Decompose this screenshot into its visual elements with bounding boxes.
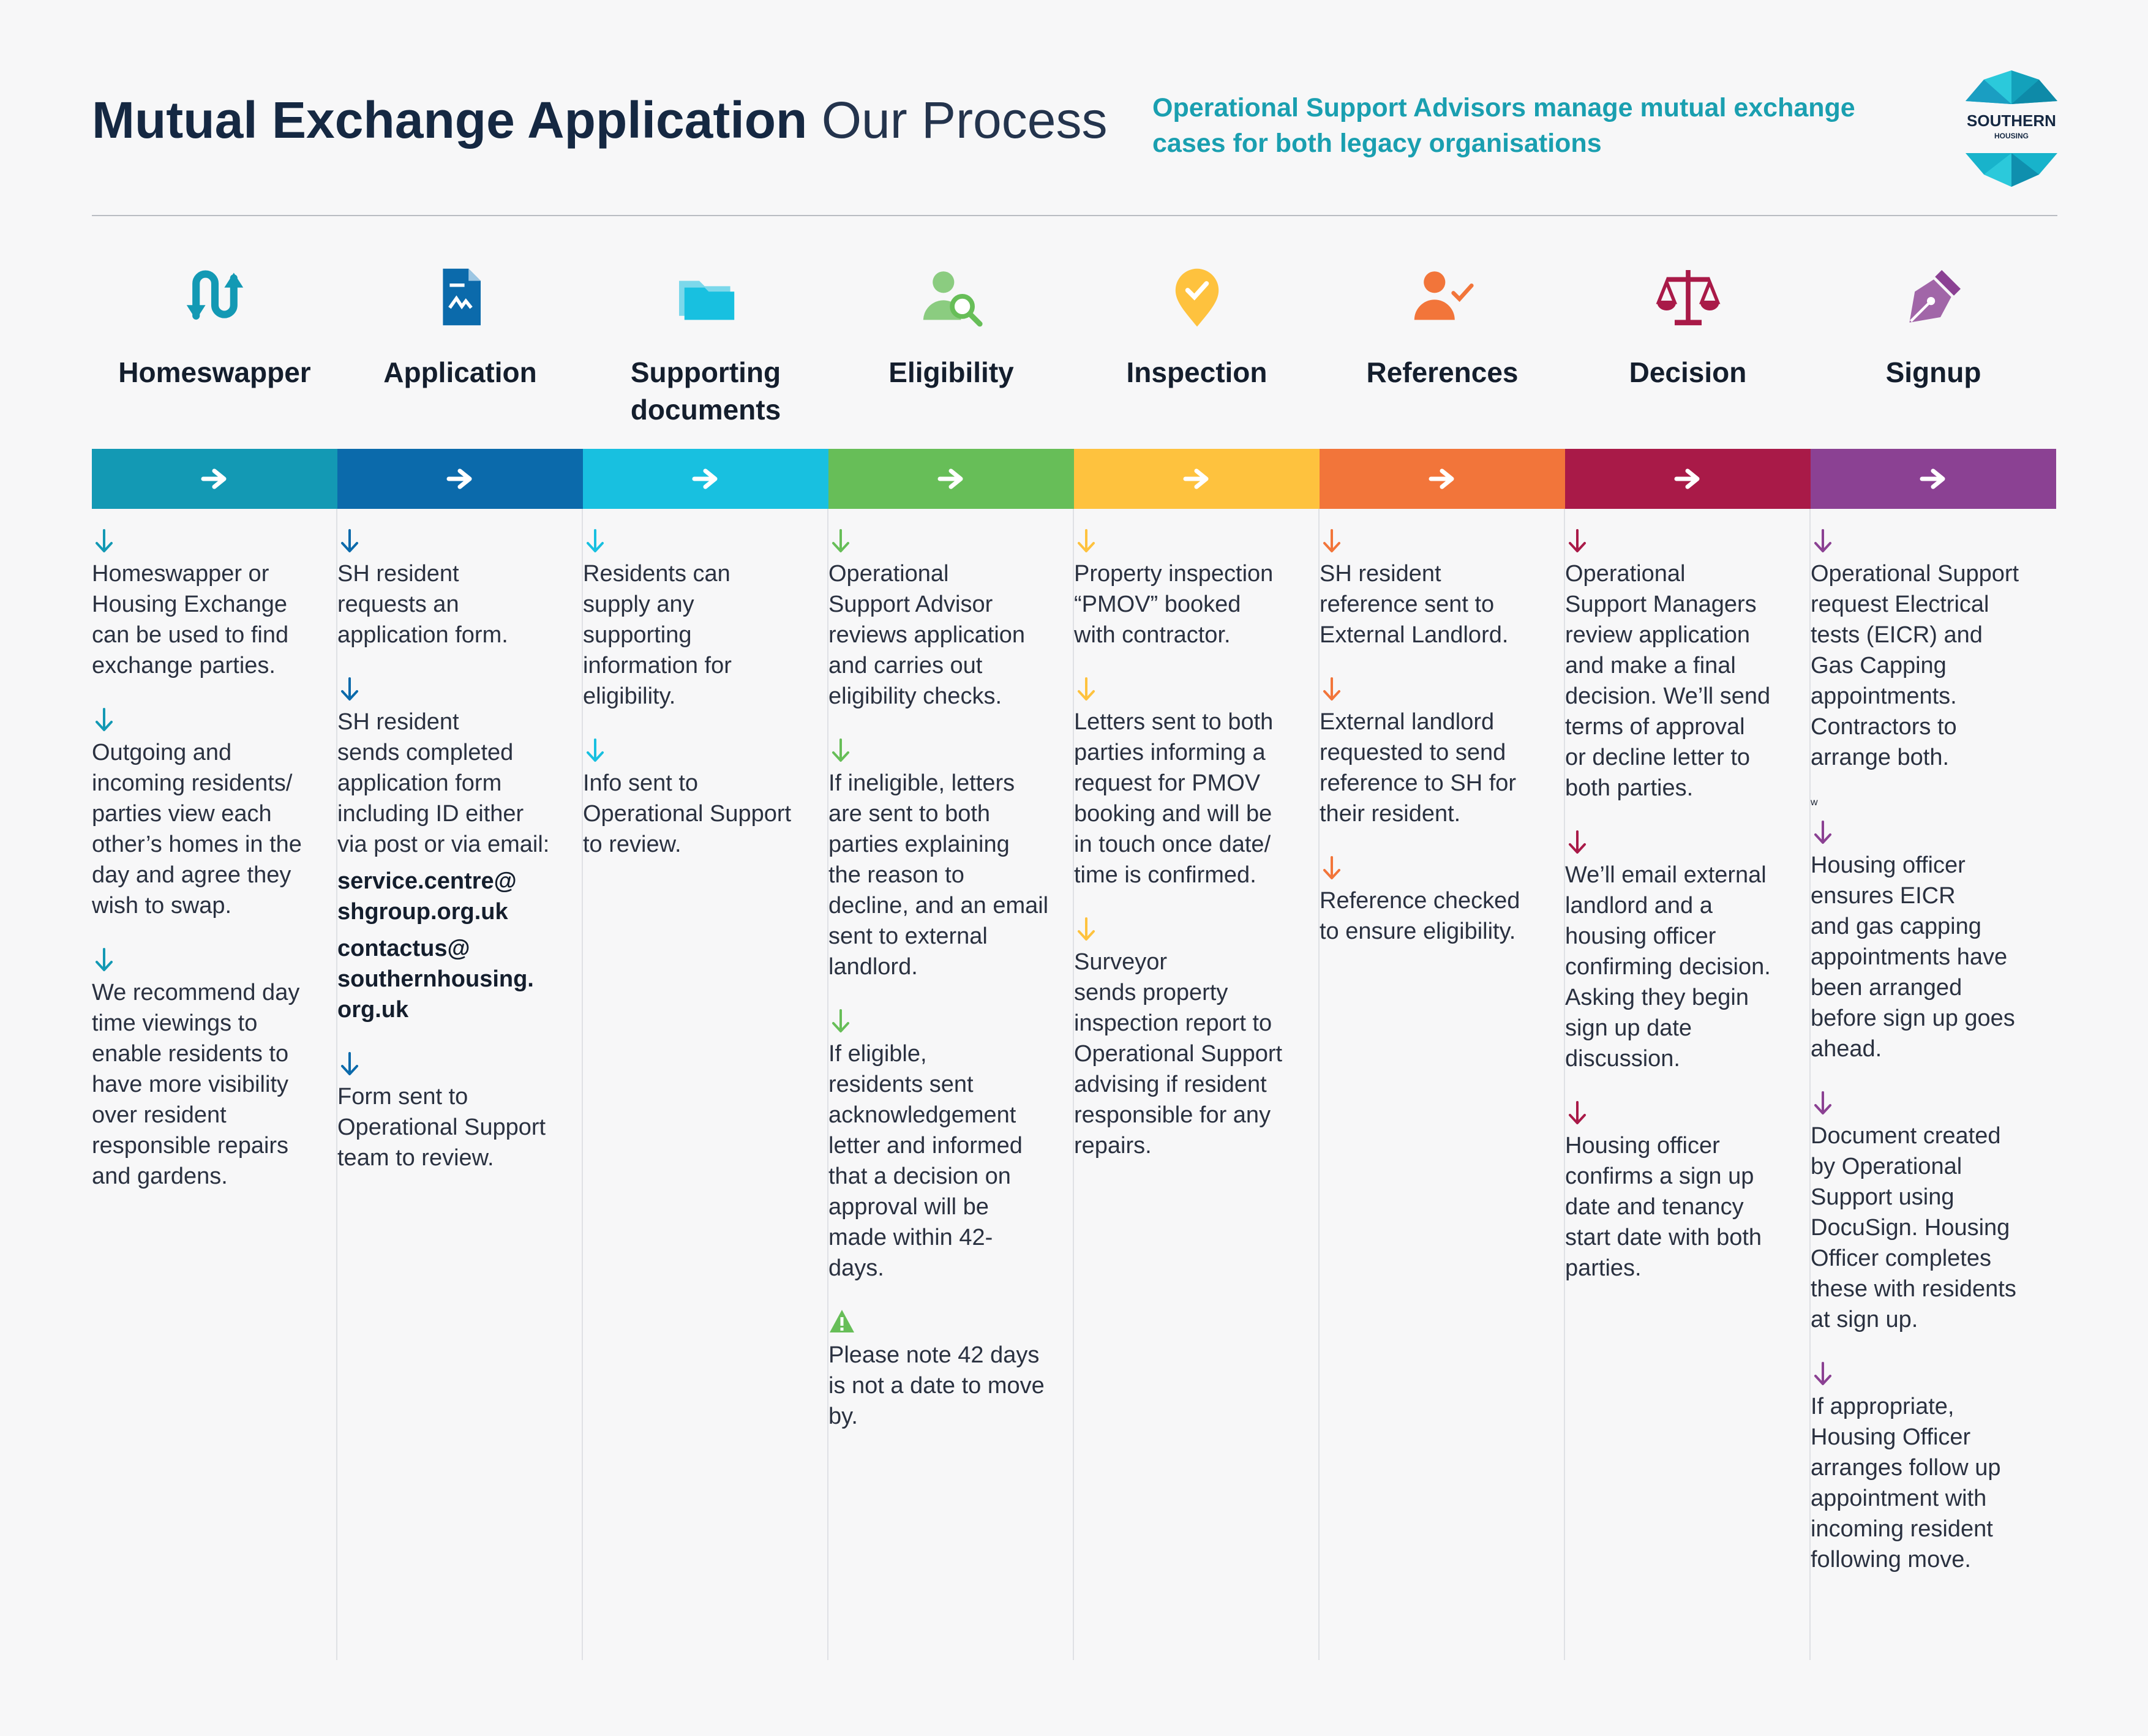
- user-search-icon: [918, 263, 985, 331]
- arrow-down-icon: [1320, 527, 1344, 556]
- logo-subtext: HOUSING: [1994, 132, 2029, 140]
- step-text: We recommend day time viewings to enable residents to have more visibility over resident responsible repairs and gardens.: [92, 980, 300, 1189]
- stage-bar-supporting-documents: [583, 449, 828, 509]
- swap-arrows-icon: [181, 263, 249, 331]
- step-text: Homeswapper or Housing Exchange can be used to find exchange parties.: [92, 561, 289, 678]
- arrow-right-icon: [201, 467, 229, 490]
- column-homeswapper: [92, 245, 337, 1659]
- folder-icon: [672, 263, 740, 331]
- arrow-down-icon: [583, 736, 607, 765]
- process-step: [583, 527, 820, 712]
- process-step: [1074, 915, 1311, 1161]
- arrow-down-icon: [1565, 828, 1590, 857]
- step-text: Outgoing and incoming residents/ parties view each other’s homes in the day and agree they wish to swap.: [92, 740, 302, 919]
- swap-arrows-icon: [181, 263, 249, 331]
- step-text: Operational Support Advisor reviews application and carries out eligibility checks.: [828, 561, 1026, 709]
- step-list: [1565, 527, 1802, 1308]
- document-icon: [427, 263, 494, 331]
- process-step: [92, 705, 329, 921]
- step-text: Reference checked to ensure eligibility.: [1320, 888, 1520, 944]
- arrow-down-icon: [1320, 854, 1344, 883]
- column-supporting-documents: [583, 245, 828, 1659]
- note-text: Please note 42 days is not a date to move by.: [828, 1342, 1045, 1429]
- process-step: [1811, 1359, 2048, 1575]
- step-list: [583, 527, 820, 884]
- step-list: [1320, 527, 1557, 971]
- step-text: External landlord requested to send reference to SH for their resident.: [1320, 709, 1517, 827]
- user-check-icon: [1409, 263, 1476, 331]
- southern-housing-logo: [1959, 67, 2064, 190]
- process-step: [1320, 854, 1557, 947]
- step-text: Surveyor sends property inspection report to Operational Support advising if resident responsible for any repairs.: [1074, 949, 1283, 1159]
- stage-bar-references: [1320, 449, 1565, 509]
- stage-bar-decision: [1565, 449, 1811, 509]
- subtitle: Operational Support Advisors manage mutual exchange cases for both legacy organisations: [1152, 93, 1855, 158]
- column-label: Decision: [1629, 356, 1747, 388]
- arrow-right-icon: [1674, 467, 1702, 490]
- arrow-down-icon: [583, 527, 607, 556]
- title-bold: Mutual Exchange Application: [92, 91, 808, 149]
- stage-bar-signup: [1811, 449, 2056, 509]
- arrow-down-icon: [92, 945, 116, 975]
- step-text: We’ll email external landlord and a housing officer confirming decision. Asking they begin sign up date discussion.: [1565, 862, 1771, 1072]
- pen-nib-icon: [1900, 263, 1967, 331]
- column-application: [337, 245, 583, 1659]
- folder-icon: [672, 263, 740, 331]
- process-step: [828, 1007, 1065, 1283]
- column-label: Supporting documents: [630, 356, 781, 426]
- email-address: service.centre@ shgroup.org.uk: [337, 868, 517, 925]
- arrow-down-icon: [828, 1007, 853, 1036]
- note-step: [828, 1308, 1065, 1432]
- step-text: Property inspection “PMOV” booked with contractor.: [1074, 561, 1274, 648]
- process-step: [92, 945, 329, 1192]
- process-step: [828, 527, 1065, 712]
- stray-character: w: [1811, 797, 1818, 808]
- arrow-down-icon: [92, 527, 116, 556]
- process-step: [1320, 675, 1557, 829]
- step-list: [828, 527, 1065, 1456]
- arrow-down-icon: [337, 1050, 362, 1079]
- warning-icon: [828, 1308, 855, 1335]
- arrow-right-icon: [937, 467, 966, 490]
- column-label: Application: [383, 356, 537, 388]
- arrow-down-icon: [337, 527, 362, 556]
- process-step: [583, 736, 820, 860]
- arrow-down-icon: [1811, 1089, 1835, 1118]
- arrow-down-icon: [828, 736, 853, 765]
- process-step: [1074, 675, 1311, 890]
- process-step: [1074, 527, 1311, 650]
- title-light: Our Process: [821, 91, 1108, 149]
- step-text: Form sent to Operational Support team to review.: [337, 1084, 546, 1171]
- email-address: contactus@ southernhousing. org.uk: [337, 936, 534, 1023]
- page-title: [92, 89, 1108, 151]
- arrow-down-icon: [337, 675, 362, 704]
- arrow-down-icon: [1811, 818, 1835, 847]
- location-check-icon: [1163, 263, 1231, 331]
- column-decision: [1565, 245, 1811, 1659]
- step-text: Operational Support request Electrical tests (EICR) and Gas Capping appointments. Contractors to arrange both.: [1811, 561, 2019, 770]
- arrow-right-icon: [1920, 467, 1948, 490]
- arrow-down-icon: [1074, 915, 1098, 944]
- step-list: [1074, 527, 1311, 1186]
- process-step: [828, 736, 1065, 982]
- arrow-down-icon: [1565, 527, 1590, 556]
- arrow-right-icon: [1183, 467, 1211, 490]
- header: [92, 86, 2057, 214]
- process-step: [337, 675, 574, 1025]
- arrow-down-icon: [828, 527, 853, 556]
- column-eligibility: [828, 245, 1074, 1659]
- process-step: [1565, 1099, 1802, 1283]
- process-step: [1320, 527, 1557, 650]
- logo-text: SOUTHERN: [1967, 111, 2056, 130]
- location-check-icon: [1163, 263, 1231, 331]
- step-text: Housing officer ensures EICR and gas capping appointments have been arranged before sign up goes ahead.: [1811, 852, 2015, 1062]
- step-text: Residents can supply any supporting information for eligibility.: [583, 561, 732, 709]
- pen-nib-icon: [1900, 263, 1967, 331]
- step-text: If ineligible, letters are sent to both parties explaining the reason to decline, and an email sent to external landlord.: [828, 770, 1049, 980]
- stage-bar-homeswapper: [92, 449, 337, 509]
- step-text: Document created by Operational Support using DocuSign. Housing Officer completes these with residents at sign up.: [1811, 1123, 2016, 1332]
- arrow-down-icon: [1320, 675, 1344, 704]
- column-references: [1320, 245, 1565, 1659]
- step-list: [1811, 527, 2048, 1599]
- process-step: [1811, 818, 2048, 1064]
- stage-bar-inspection: [1074, 449, 1320, 509]
- step-text: Letters sent to both parties informing a request for PMOV booking and will be in touch once date/ time is confirmed.: [1074, 709, 1274, 888]
- step-text: Housing officer confirms a sign up date and tenancy start date with both parties.: [1565, 1133, 1762, 1281]
- column-label: Inspection: [1126, 356, 1267, 388]
- stage-bar-application: [337, 449, 583, 509]
- arrow-right-icon: [446, 467, 475, 490]
- document-icon: [427, 263, 494, 331]
- step-text: Info sent to Operational Support to review.: [583, 770, 792, 857]
- arrow-down-icon: [1565, 1099, 1590, 1128]
- arrow-down-icon: [1074, 675, 1098, 704]
- arrow-down-icon: [1811, 527, 1835, 556]
- scales-icon: [1654, 263, 1722, 331]
- arrow-right-icon: [692, 467, 720, 490]
- arrow-down-icon: [1811, 1359, 1835, 1389]
- process-step: [337, 527, 574, 650]
- step-text: Operational Support Managers review application and make a final decision. We’ll send terms of approval or decline letter to both parties.: [1565, 561, 1771, 801]
- arrow-right-icon: [1429, 467, 1457, 490]
- step-text: SH resident sends completed application form including ID either via post or via email:: [337, 709, 550, 857]
- process-step: [1565, 527, 1802, 803]
- process-step: [1565, 828, 1802, 1074]
- column-signup: [1811, 245, 2056, 1659]
- process-step: [1811, 1089, 2048, 1335]
- user-check-icon: [1409, 263, 1476, 331]
- process-step: [1811, 527, 2048, 773]
- column-label: Signup: [1885, 356, 1981, 388]
- user-search-icon: [918, 263, 985, 331]
- step-list: [92, 527, 329, 1216]
- step-text: If appropriate, Housing Officer arranges follow up appointment with incoming resident following move.: [1811, 1394, 2001, 1573]
- scales-icon: [1654, 263, 1722, 331]
- step-list: [337, 527, 574, 1198]
- column-label: Eligibility: [888, 356, 1014, 388]
- step-text: SH resident requests an application form.: [337, 561, 508, 648]
- header-divider: [92, 215, 2057, 216]
- stage-bar-eligibility: [828, 449, 1074, 509]
- column-inspection: [1074, 245, 1320, 1659]
- step-text: If eligible, residents sent acknowledgement letter and informed that a decision on approval will be made within 42- days.: [828, 1041, 1023, 1281]
- process-step: [337, 1050, 574, 1173]
- arrow-down-icon: [92, 705, 116, 735]
- step-text: SH resident reference sent to External Landlord.: [1320, 561, 1509, 648]
- column-label: Homeswapper: [118, 356, 311, 388]
- column-label: References: [1366, 356, 1519, 388]
- process-step: [92, 527, 329, 681]
- arrow-down-icon: [1074, 527, 1098, 556]
